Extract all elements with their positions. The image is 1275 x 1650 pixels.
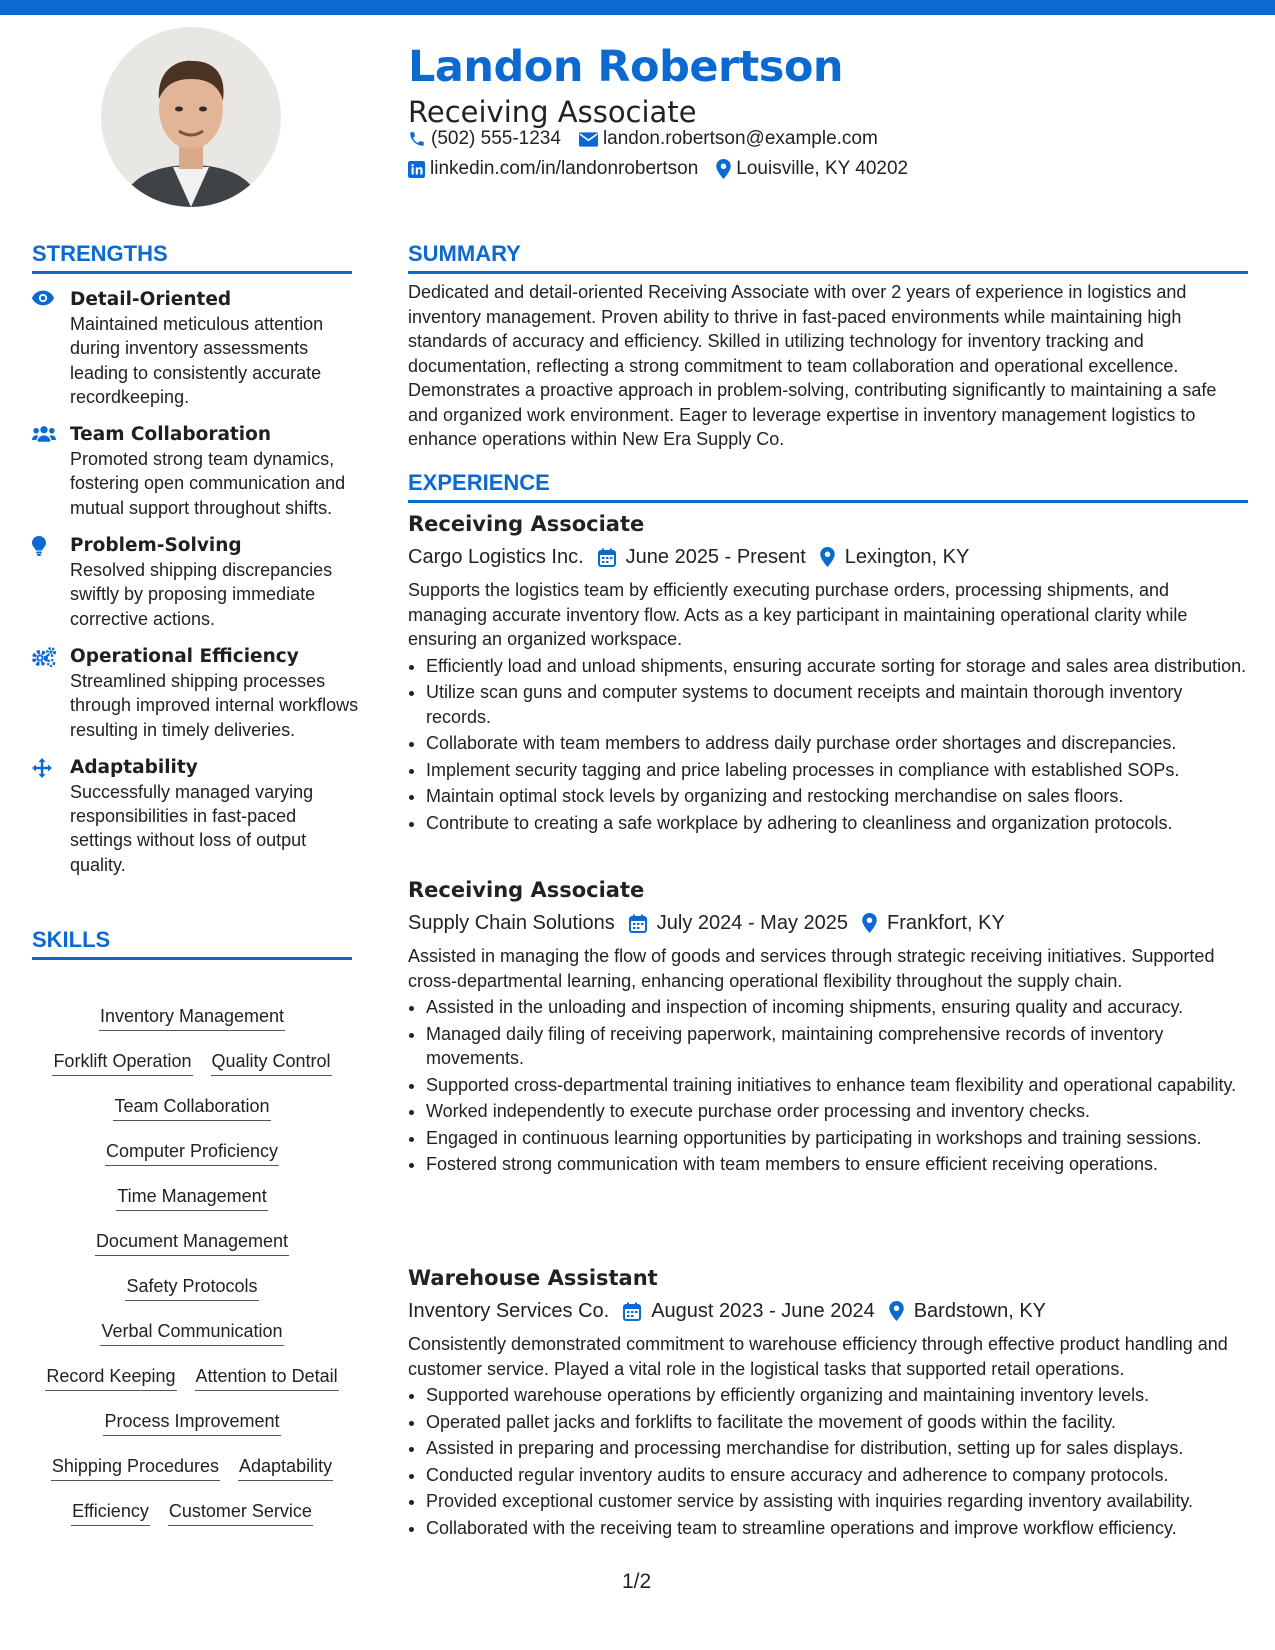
strength-desc: Successfully managed varying responsibilities in fast-paced settings without loss of output quality.: [70, 781, 314, 875]
map-pin-icon: [716, 159, 731, 179]
phone-item: [408, 128, 561, 150]
strength-item: [32, 645, 362, 742]
job-location: Lexington, KY: [844, 545, 970, 568]
strength-desc: Resolved shipping discrepancies swiftly by proposing immediate corrective actions.: [70, 560, 333, 629]
skill-tag: Process Improvement: [103, 1411, 280, 1436]
phone-text: (502) 555-1234: [431, 128, 561, 149]
job-entry: [408, 1264, 1248, 1542]
linkedin-link[interactable]: linkedin.com/in/landonrobertson: [430, 158, 699, 179]
job-bullet: • Supported cross-departmental training initiatives to enhance team flexibility and operational capability.: [426, 1073, 1248, 1098]
skill-tag: Verbal Communication: [100, 1321, 283, 1346]
calendar-icon: [623, 1302, 641, 1321]
job-description: Assisted in managing the flow of goods and services through strategic receiving initiatives. Supported cross-departmental learning, enhancing operational flexibility throughout the supply chain.: [408, 946, 1215, 991]
skills-heading: SKILLS: [32, 927, 352, 960]
job-meta: [408, 1296, 1248, 1326]
experience-heading: EXPERIENCE: [408, 470, 1248, 503]
strength-item: [32, 423, 362, 520]
lightbulb-icon: [32, 536, 46, 556]
job-dates: July 2024 - May 2025: [656, 911, 849, 934]
job-bullet: • Managed daily filing of receiving paperwork, maintaining comprehensive records of inventory movements.: [426, 1022, 1248, 1071]
job-bullet: • Conducted regular inventory audits to ensure accuracy and adherence to company protocols.: [426, 1463, 1248, 1488]
skill-tag: Quality Control: [211, 1051, 332, 1076]
location-item: [716, 158, 908, 180]
job-meta: [408, 908, 1248, 938]
job-bullet: • Implement security tagging and price labeling processes in compliance with established SOPs.: [426, 758, 1248, 783]
strength-title: Detail-Oriented: [70, 289, 232, 310]
location-text: Louisville, KY 40202: [736, 158, 909, 179]
users-icon: [32, 425, 56, 442]
job-bullet: • Assisted in the unloading and inspection of incoming shipments, ensuring quality and accuracy.: [426, 995, 1248, 1020]
job-bullets: [408, 1383, 1248, 1540]
job-bullets: [408, 995, 1248, 1177]
job-bullet: • Efficiently load and unload shipments, ensuring accurate sorting for storage and sales area distribution.: [426, 654, 1248, 679]
map-pin-icon: [862, 913, 877, 933]
job-bullet: • Utilize scan guns and computer systems to document receipts and maintain thorough inventory records.: [426, 680, 1248, 729]
company-name: Inventory Services Co.: [408, 1299, 610, 1322]
job-dates: June 2025 - Present: [625, 545, 806, 568]
strength-item: [32, 288, 362, 409]
contact-row-1: [408, 128, 896, 150]
job-bullets: [408, 654, 1248, 836]
skill-tag: Attention to Detail: [195, 1366, 339, 1391]
job-bullet: • Assisted in preparing and processing merchandise for distribution, setting up for sales displays.: [426, 1436, 1248, 1461]
phone-icon: [408, 130, 426, 148]
strength-item: [32, 534, 362, 631]
job-bullet: • Contribute to creating a safe workplace by adhering to cleanliness and organization protocols.: [426, 811, 1248, 836]
strength-title: Operational Efficiency: [70, 645, 299, 667]
linkedin-item[interactable]: [408, 158, 698, 180]
skills-list: [32, 1006, 352, 1546]
skill-tag: Customer Service: [168, 1501, 313, 1526]
skill-tag: Computer Proficiency: [105, 1141, 279, 1166]
job-dates: August 2023 - June 2024: [651, 1299, 875, 1322]
strength-title: Problem-Solving: [70, 535, 242, 557]
skill-tag: Safety Protocols: [125, 1276, 258, 1301]
candidate-name: Landon Robertson: [408, 42, 844, 92]
job-bullet: • Engaged in continuous learning opportunities by participating in workshops and training sessions.: [426, 1126, 1248, 1151]
skill-tag: Forklift Operation: [52, 1051, 192, 1076]
job-bullet: • Provided exceptional customer service by assisting with inquiries regarding inventory availability.: [426, 1489, 1248, 1514]
job-location: Bardstown, KY: [913, 1299, 1047, 1322]
job-bullet: • Operated pallet jacks and forklifts to facilitate the movement of goods within the facility.: [426, 1410, 1248, 1435]
skill-tag: Inventory Management: [99, 1006, 285, 1031]
job-bullet: • Fostered strong communication with team members to ensure efficient receiving operations.: [426, 1152, 1248, 1177]
map-pin-icon: [889, 1301, 904, 1321]
calendar-icon: [598, 548, 616, 567]
strengths-list: [32, 288, 362, 891]
strength-desc: Promoted strong team dynamics, fostering open communication and mutual support throughout shifts.: [70, 449, 346, 518]
skill-tag: Efficiency: [71, 1501, 150, 1526]
company-name: Supply Chain Solutions: [408, 911, 615, 934]
job-entry: [408, 876, 1248, 1179]
job-bullet: • Collaborated with the receiving team to streamline operations and improve workflow efficiency.: [426, 1516, 1248, 1541]
job-bullet: • Maintain optimal stock levels by organizing and restocking merchandise on sales floors.: [426, 784, 1248, 809]
contact-row-2: [408, 158, 926, 180]
company-name: Cargo Logistics Inc.: [408, 545, 584, 568]
job-location: Frankfort, KY: [887, 911, 1005, 934]
strength-title: Adaptability: [70, 756, 198, 778]
job-bullet: • Supported warehouse operations by efficiently organizing and maintaining inventory levels.: [426, 1383, 1248, 1408]
gears-icon: [32, 647, 56, 667]
strengths-heading: STRENGTHS: [32, 241, 352, 274]
page-number: 1/2: [622, 1570, 652, 1593]
eye-icon: [32, 290, 54, 306]
map-pin-icon: [820, 547, 835, 567]
skill-tag: Document Management: [95, 1231, 289, 1256]
top-accent-bar: [0, 0, 1275, 15]
job-title: Receiving Associate: [408, 878, 645, 902]
strength-desc: Maintained meticulous attention during inventory assessments leading to consistently accurate recordkeeping.: [70, 314, 324, 407]
skill-tag: Team Collaboration: [113, 1096, 270, 1121]
skill-tag: Record Keeping: [45, 1366, 176, 1391]
strength-item: [32, 756, 362, 877]
profile-photo: [101, 27, 281, 207]
calendar-icon: [629, 914, 647, 933]
candidate-title: Receiving Associate: [408, 95, 697, 129]
linkedin-icon: [408, 161, 425, 178]
skill-tag: Shipping Procedures: [51, 1456, 220, 1481]
job-title: Warehouse Assistant: [408, 1266, 658, 1290]
job-bullet: • Collaborate with team members to address daily purchase order shortages and discrepancies.: [426, 731, 1248, 756]
arrows-move-icon: [32, 758, 52, 778]
email-link[interactable]: landon.robertson@example.com: [602, 128, 878, 149]
envelope-icon: [579, 132, 598, 147]
skill-tag: Adaptability: [238, 1456, 333, 1481]
summary-text: Dedicated and detail-oriented Receiving Associate with over 2 years of experience in logistics and inventory management. Proven ability to thrive in fast-paced environments while maintaining high standards of accuracy and efficiency. Skilled in utilizing technology for inventory tracking and documentation, reflecting a strong commitment to team collaboration and operational excellence. Demonstrates a proactive approach in problem-solving, contributing significantly to maintaining a safe and organized work environment. Eager to leverage expertise in inventory management logistics to enhance operations within New Era Supply Co.: [408, 282, 1217, 449]
strength-title: Team Collaboration: [70, 424, 271, 446]
job-meta: [408, 542, 1248, 572]
skill-tag: Time Management: [116, 1186, 267, 1211]
job-description: Supports the logistics team by efficiently executing purchase orders, processing shipments, and managing accurate inventory flow. Acts as a key participant in maintaining operational clarity while ensuring an organized workspace.: [408, 580, 1188, 649]
job-bullet: • Worked independently to execute purchase order processing and inventory checks.: [426, 1099, 1248, 1124]
job-description: Consistently demonstrated commitment to warehouse efficiency through effective product handling and customer service. Played a vital role in the logistical tasks that supported retail operations.: [408, 1334, 1228, 1379]
job-entry: [408, 510, 1248, 837]
email-item[interactable]: [579, 128, 878, 150]
strength-desc: Streamlined shipping processes through improved internal workflows resulting in timely deliveries.: [70, 670, 359, 740]
summary-heading: SUMMARY: [408, 241, 1248, 274]
job-title: Receiving Associate: [408, 512, 645, 536]
